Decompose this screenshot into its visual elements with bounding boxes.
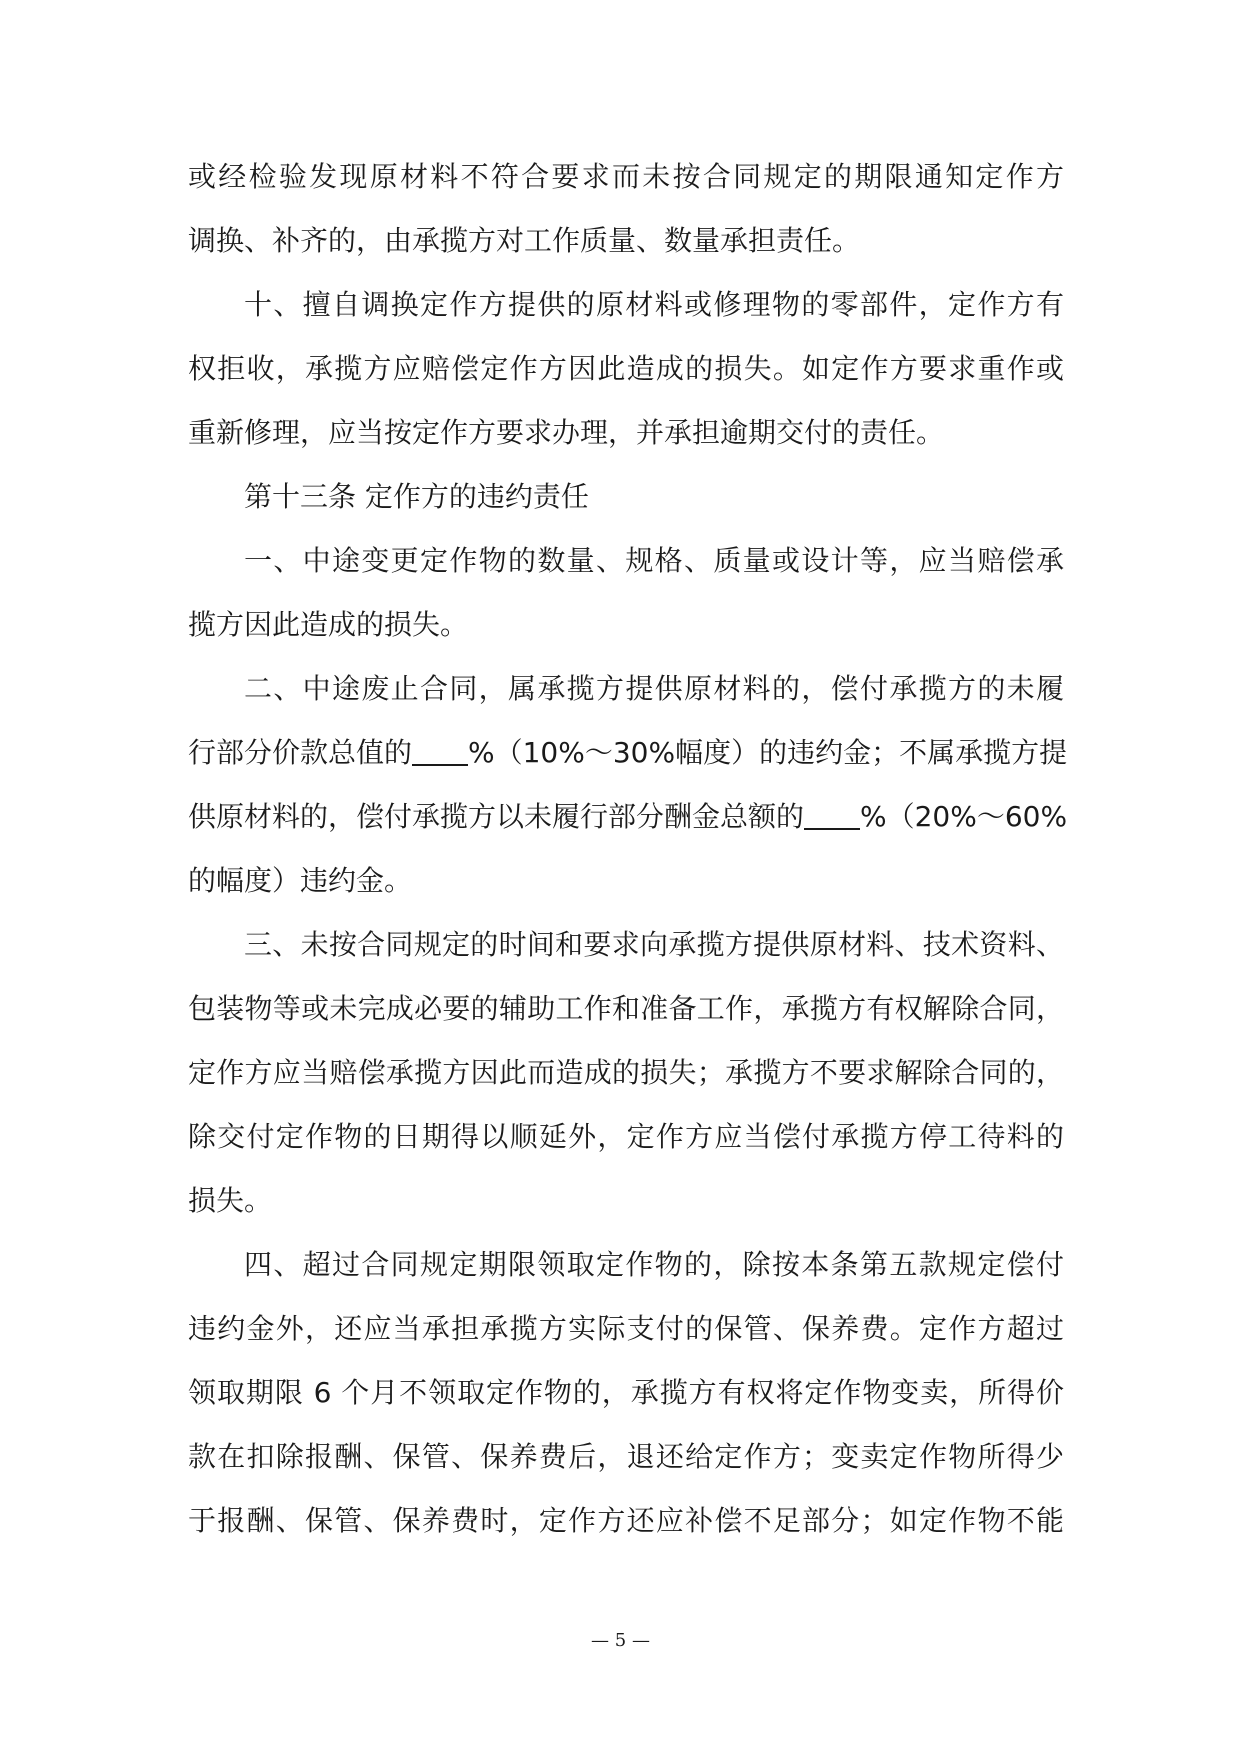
paragraph-line: 违约金外，还应当承担承揽方实际支付的保管、保养费。定作方超过 xyxy=(188,1312,1064,1345)
paragraph-line: 一、中途变更定作物的数量、规格、质量或设计等，应当赔偿承 xyxy=(244,544,1064,577)
paragraph-line: 款在扣除报酬、保管、保养费后，退还给定作方；变卖定作物所得少 xyxy=(188,1440,1064,1473)
document-body xyxy=(188,158,1068,1566)
paragraph-line: 调换、补齐的，由承揽方对工作质量、数量承担责任。 xyxy=(188,224,861,257)
line-text: 供原材料的，偿付承揽方以未履行部分酬金总额的 xyxy=(188,800,805,833)
line-text: %（10%～30%幅度）的违约金；不属承揽方提 xyxy=(468,736,1068,769)
paragraph-line: 权拒收，承揽方应赔偿定作方因此造成的损失。如定作方要求重作或 xyxy=(188,352,1064,385)
paragraph-line xyxy=(188,734,1068,771)
section-heading: 第十三条 定作方的违约责任 xyxy=(244,480,589,513)
paragraph-line: 二、中途废止合同，属承揽方提供原材料的，偿付承揽方的未履 xyxy=(244,672,1064,705)
paragraph-line: 定作方应当赔偿承揽方因此而造成的损失；承揽方不要求解除合同的， xyxy=(188,1056,1064,1089)
line-text: 行部分价款总值的 xyxy=(188,736,413,769)
paragraph-line: 损失。 xyxy=(188,1184,273,1217)
page-number: — 5 — xyxy=(591,1630,650,1651)
paragraph-line: 十、擅自调换定作方提供的原材料或修理物的零部件，定作方有 xyxy=(244,288,1064,321)
paragraph-line: 揽方因此造成的损失。 xyxy=(188,608,469,641)
paragraph-line: 除交付定作物的日期得以顺延外，定作方应当偿付承揽方停工待料的 xyxy=(188,1120,1064,1153)
paragraph-line: 于报酬、保管、保养费时，定作方还应补偿不足部分；如定作物不能 xyxy=(188,1504,1064,1537)
fill-in-blank[interactable] xyxy=(804,804,860,830)
paragraph-line: 三、未按合同规定的时间和要求向承揽方提供原材料、技术资料、 xyxy=(244,928,1064,961)
paragraph-line xyxy=(188,798,1068,835)
paragraph-line: 领取期限 6 个月不领取定作物的，承揽方有权将定作物变卖，所得价 xyxy=(188,1376,1064,1409)
line-text: %（20%～60% xyxy=(860,800,1068,833)
paragraph-line: 重新修理，应当按定作方要求办理，并承担逾期交付的责任。 xyxy=(188,416,945,449)
paragraph-line: 的幅度）违约金。 xyxy=(188,864,413,897)
fill-in-blank[interactable] xyxy=(412,740,468,766)
paragraph-line: 四、超过合同规定期限领取定作物的，除按本条第五款规定偿付 xyxy=(244,1248,1064,1281)
paragraph-line: 或经检验发现原材料不符合要求而未按合同规定的期限通知定作方 xyxy=(188,160,1064,193)
paragraph-line: 包装物等或未完成必要的辅助工作和准备工作，承揽方有权解除合同， xyxy=(188,992,1064,1025)
